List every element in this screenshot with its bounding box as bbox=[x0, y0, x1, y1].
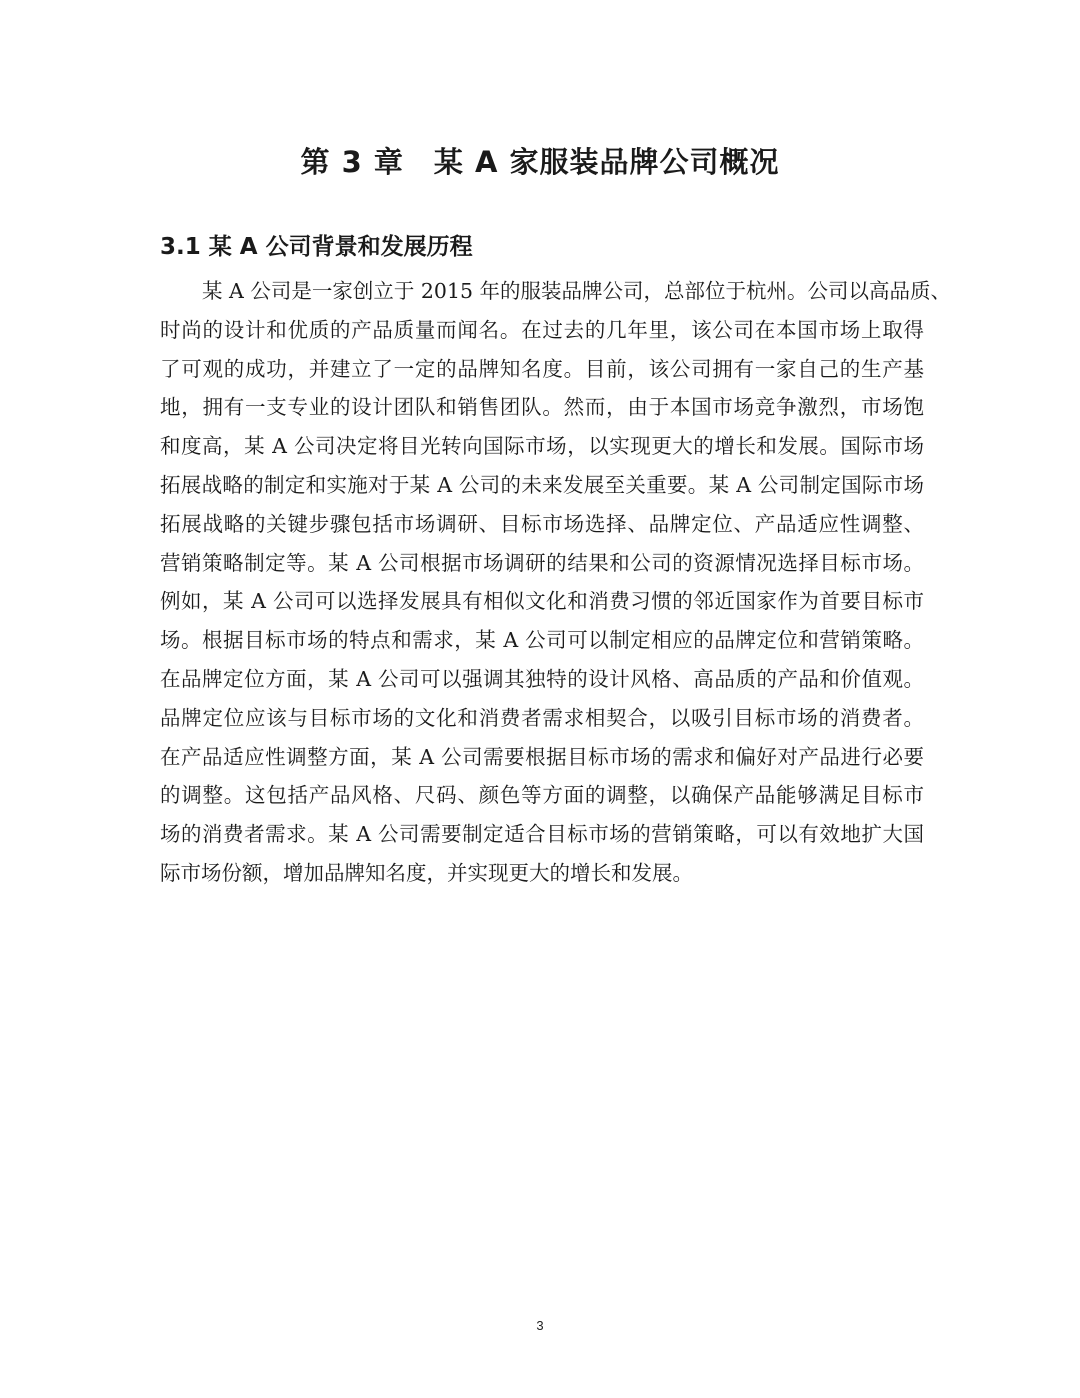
paragraph-line: 在产品适应性调整方面，某 A 公司需要根据目标市场的需求和偏好对产品进行必要 bbox=[160, 744, 924, 769]
paragraph-line: 品牌定位应该与目标市场的文化和消费者需求相契合，以吸引目标市场的消费者。 bbox=[160, 705, 924, 730]
page-number: 3 bbox=[536, 1318, 544, 1333]
paragraph-line: 拓展战略的关键步骤包括市场调研、目标市场选择、品牌定位、产品适应性调整、 bbox=[160, 511, 924, 536]
paragraph-line: 时尚的设计和优质的产品质量而闻名。在过去的几年里，该公司在本国市场上取得 bbox=[160, 317, 924, 342]
paragraph-line: 地，拥有一支专业的设计团队和销售团队。然而，由于本国市场竞争激烈，市场饱 bbox=[160, 395, 924, 420]
paragraph-line: 际市场份额，增加品牌知名度，并实现更大的增长和发展。 bbox=[160, 860, 693, 885]
paragraph-line: 例如，某 A 公司可以选择发展具有相似文化和消费习惯的邻近国家作为首要目标市 bbox=[160, 589, 924, 614]
paragraph-line: 和度高，某 A 公司决定将目光转向国际市场，以实现更大的增长和发展。国际市场 bbox=[160, 434, 924, 459]
paragraph-line: 在品牌定位方面，某 A 公司可以强调其独特的设计风格、高品质的产品和价值观。 bbox=[160, 666, 924, 691]
paragraph-line: 了可观的成功，并建立了一定的品牌知名度。目前，该公司拥有一家自己的生产基 bbox=[160, 356, 924, 381]
paragraph-line: 营销策略制定等。某 A 公司根据市场调研的结果和公司的资源情况选择目标市场。 bbox=[160, 550, 924, 575]
section-heading: 3.1 某 A 公司背景和发展历程 bbox=[160, 234, 473, 260]
paragraph-line: 场的消费者需求。某 A 公司需要制定适合目标市场的营销策略，可以有效地扩大国 bbox=[160, 822, 924, 847]
paragraph-line: 场。根据目标市场的特点和需求，某 A 公司可以制定相应的品牌定位和营销策略。 bbox=[160, 628, 924, 653]
paragraph-line: 拓展战略的制定和实施对于某 A 公司的未来发展至关重要。某 A 公司制定国际市场 bbox=[160, 472, 924, 497]
chapter-title: 第 3 章 某 A 家服装品牌公司概况 bbox=[300, 145, 780, 179]
paragraph-line: 的调整。这包括产品风格、尺码、颜色等方面的调整，以确保产品能够满足目标市 bbox=[160, 783, 924, 808]
paragraph-line: 某 A 公司是一家创立于 2015 年的服装品牌公司，总部位于杭州。公司以高品质、 bbox=[202, 279, 952, 303]
body-paragraph bbox=[160, 272, 952, 893]
